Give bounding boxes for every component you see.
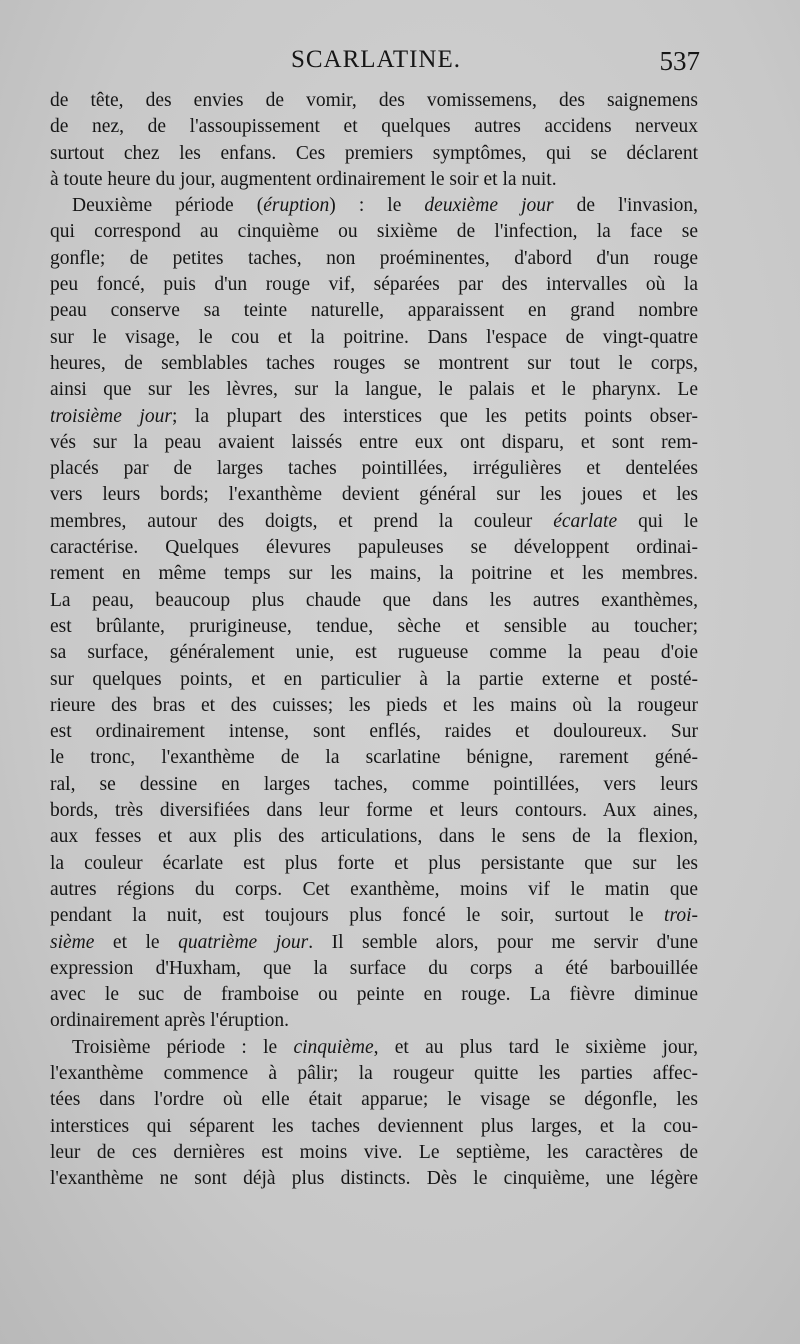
text-line: rement en même temps sur les mains, la poitrine et les membres. bbox=[50, 563, 698, 585]
page-number: 537 bbox=[659, 46, 700, 76]
text-line: bords, très diversifiées dans leur forme et leurs contours. Aux aines, bbox=[50, 800, 698, 822]
text-line: expression d'Huxham, que la surface du corps a été barbouillée bbox=[50, 957, 698, 979]
italic-phrase: cinquième bbox=[293, 1036, 374, 1058]
text-line: troisième jour; la plupart des interstices que les petits points obser- bbox=[50, 405, 698, 427]
italic-phrase: deuxième jour bbox=[424, 195, 554, 217]
text-line: sa surface, généralement unie, est rugueuse comme la peau d'oie bbox=[50, 642, 698, 664]
text-line: qui correspond au cinquième ou sixième de l'infection, la face se bbox=[50, 221, 698, 243]
text-line: l'exanthème ne sont déjà plus distincts. Dès le cinquième, une légère bbox=[50, 1168, 698, 1190]
text-line: membres, autour des doigts, et prend la couleur écarlate qui le bbox=[50, 510, 698, 532]
text-line: rieure des bras et des cuisses; les pieds et les mains où la rougeur bbox=[50, 694, 698, 716]
text-line: Troisième période : le cinquième, et au plus tard le sixième jour, bbox=[72, 1036, 698, 1058]
text-line: peau conserve sa teinte naturelle, apparaissent en grand nombre bbox=[50, 300, 698, 322]
text-line: ordinairement après l'éruption. bbox=[50, 1010, 290, 1032]
text-line: caractérise. Quelques élevures papuleuses se développent ordinai- bbox=[50, 537, 698, 559]
text-line: surtout chez les enfans. Ces premiers symptômes, qui se déclarent bbox=[50, 142, 698, 164]
text-line: de tête, des envies de vomir, des vomissemens, des saignemens bbox=[50, 90, 698, 111]
text-line: pendant la nuit, est toujours plus foncé le soir, surtout le troi- bbox=[50, 905, 698, 927]
italic-phrase: troi- bbox=[664, 905, 698, 927]
text-line: autres régions du corps. Cet exanthème, moins vif le matin que bbox=[50, 878, 698, 900]
text-line: peu foncé, puis d'un rouge vif, séparées par des intervalles où la bbox=[50, 274, 698, 296]
italic-phrase: écarlate bbox=[553, 510, 618, 532]
text-line: vers leurs bords; l'exanthème devient général sur les joues et les bbox=[50, 484, 698, 506]
text-line: l'exanthème commence à pâlir; la rougeur quitte les parties affec- bbox=[50, 1062, 698, 1084]
text-line: sième et le quatrième jour. Il semble alors, pour me servir d'une bbox=[50, 931, 698, 953]
text-line: vés sur la peau avaient laissés entre eux ont disparu, et sont rem- bbox=[50, 431, 698, 453]
text-line: la couleur écarlate est plus forte et plus persistante que sur les bbox=[50, 852, 698, 874]
text-line: le tronc, l'exanthème de la scarlatine bénigne, rarement géné- bbox=[50, 747, 698, 769]
text-line: est brûlante, prurigineuse, tendue, sèche et sensible au toucher; bbox=[50, 615, 698, 637]
text-line: Deuxième période (éruption) : le deuxième jour de l'invasion, bbox=[72, 195, 698, 217]
text-line: gonfle; de petites taches, non proéminentes, d'abord d'un rouge bbox=[50, 247, 698, 269]
text-line: ainsi que sur les lèvres, sur la langue, le palais et le pharynx. Le bbox=[50, 379, 698, 401]
text-line: avec le suc de framboise ou peinte en rouge. La fièvre diminue bbox=[50, 984, 698, 1006]
italic-phrase: éruption bbox=[263, 195, 330, 217]
text-line: interstices qui séparent les taches deviennent plus larges, et la cou- bbox=[50, 1115, 698, 1137]
page-header bbox=[0, 44, 800, 84]
text-line: tées dans l'ordre où elle était apparue; le visage se dégonfle, les bbox=[50, 1089, 698, 1111]
text-line: heures, de semblables taches rouges se montrent sur tout le corps, bbox=[50, 352, 698, 374]
italic-phrase: quatrième jour bbox=[178, 931, 309, 953]
text-line: à toute heure du jour, augmentent ordinairement le soir et la nuit. bbox=[50, 168, 557, 190]
text-line: ral, se dessine en larges taches, comme pointillées, vers leurs bbox=[50, 773, 698, 795]
text-line: de nez, de l'assoupissement et quelques autres accidens nerveux bbox=[50, 116, 698, 138]
text-line: placés par de larges taches pointillées, irrégulières et dentelées bbox=[50, 458, 698, 480]
italic-phrase: troisième jour bbox=[50, 405, 172, 427]
text-line: leur de ces dernières est moins vive. Le septième, les caractères de bbox=[50, 1141, 698, 1163]
running-title: SCARLATINE. bbox=[290, 46, 462, 73]
text-line: La peau, beaucoup plus chaude que dans les autres exanthèmes, bbox=[50, 589, 698, 611]
italic-phrase: sième bbox=[50, 931, 95, 953]
text-line: sur quelques points, et en particulier à la partie externe et posté- bbox=[50, 668, 698, 690]
text-line: sur le visage, le cou et la poitrine. Dans l'espace de vingt-quatre bbox=[50, 326, 698, 348]
text-line: aux fesses et aux plis des articulations, dans le sens de la flexion, bbox=[50, 826, 698, 848]
text-line: est ordinairement intense, sont enflés, raides et douloureux. Sur bbox=[50, 721, 698, 743]
body-text bbox=[50, 88, 698, 1192]
